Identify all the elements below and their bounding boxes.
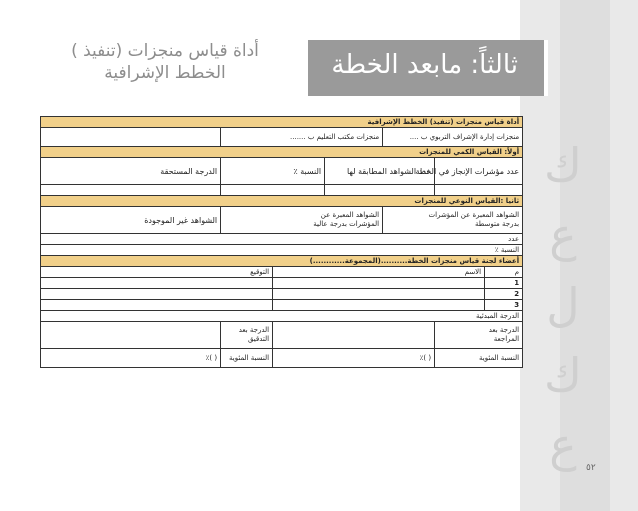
quant-col-indicators: عدد مؤشرات الإنجاز في الخطة <box>435 158 523 185</box>
departments-row <box>41 128 523 147</box>
committee-header: أعضاء لجنة قياس منجزات الخطة..........(المجموعة............) <box>41 256 523 267</box>
committee-row-index: 2 <box>485 289 523 300</box>
quant-value-percent[interactable] <box>221 185 325 196</box>
after-audit-line-1: الدرجة بعد <box>238 326 270 334</box>
qual-col-absent: الشواهد غير الموجودة <box>41 207 221 234</box>
main-header-row <box>41 117 523 128</box>
quant-value-deserved[interactable] <box>41 185 221 196</box>
qual-col-medium <box>383 207 523 234</box>
subtitle-line-1: أداة قياس منجزات (تنفيذ ) <box>71 41 259 61</box>
qual-percent-row <box>41 245 523 256</box>
committee-row-name[interactable] <box>273 300 485 311</box>
after-audit-value[interactable] <box>41 322 221 349</box>
dept-supervision-cell[interactable]: منجزات إدارة الإشراف التربوي ب .... <box>383 128 523 147</box>
quant-col-deserved: الدرجة المستحقة <box>41 158 221 185</box>
qual-count-label: عدد <box>41 234 523 245</box>
committee-row-signature[interactable] <box>41 300 273 311</box>
committee-row-name[interactable] <box>273 278 485 289</box>
tool-subtitle <box>55 40 275 84</box>
committee-header-row <box>41 256 523 267</box>
qual-col-high-line-1: الشواهد المعبرة عن <box>320 211 380 219</box>
decorative-calligraphy-icon: ك ع ل ك ع <box>544 138 582 472</box>
subtitle-line-2: الخطط الإشرافية <box>104 63 226 83</box>
quant-col-percent: النسبة ٪ <box>221 158 325 185</box>
quant-value-matching[interactable] <box>325 185 435 196</box>
qual-count-row <box>41 234 523 245</box>
committee-row-signature[interactable] <box>41 278 273 289</box>
dept-empty-cell[interactable] <box>41 128 221 147</box>
quant-columns-row <box>41 158 523 185</box>
initial-grade-label: الدرجة المبدئية <box>41 311 523 322</box>
percent-ratio-value-1[interactable]: ( )٪ <box>273 349 435 368</box>
committee-row-index: 1 <box>485 278 523 289</box>
qual-col-high <box>221 207 383 234</box>
page-title: ثالثاً: مابعد الخطة <box>331 50 518 80</box>
committee-columns-row <box>41 267 523 278</box>
qual-col-medium-line-2: بدرجة متوسطة <box>474 220 520 228</box>
main-header: أداة قياس منجزات (تنفيذ) الخطط الإشرافية <box>41 117 523 128</box>
measurement-form-table <box>40 116 523 368</box>
after-audit-label <box>221 322 273 349</box>
qual-col-medium-line-1: الشواهد المعبرة عن المؤشرات <box>428 211 520 219</box>
after-review-line-2: المراجعة <box>493 335 520 343</box>
after-review-line-1: الدرجة بعد <box>488 326 520 334</box>
committee-row <box>41 300 523 311</box>
qual-header: ثانيا :القياس النوعي للمنجزات <box>41 196 523 207</box>
committee-row <box>41 289 523 300</box>
after-audit-line-2: التدقيق <box>247 335 270 343</box>
committee-col-index: م <box>485 267 523 278</box>
dept-office-cell[interactable]: منجزات مكتب التعليم ب ....... <box>221 128 383 147</box>
percent-ratio-value-2[interactable]: ( )٪ <box>41 349 221 368</box>
committee-row <box>41 278 523 289</box>
committee-row-name[interactable] <box>273 289 485 300</box>
qual-col-high-line-2: المؤشرات بدرجة عالية <box>313 220 380 228</box>
committee-row-signature[interactable] <box>41 289 273 300</box>
quant-value-indicators[interactable] <box>435 185 523 196</box>
section-title-band <box>308 40 548 96</box>
quant-header: أولاً: القياس الكمي للمنجزات <box>41 147 523 158</box>
review-audit-row <box>41 322 523 349</box>
page-number: ٥٢ <box>586 463 596 473</box>
qual-columns-row <box>41 207 523 234</box>
after-review-label <box>435 322 523 349</box>
percent-ratio-label-1: النسبة المئوية <box>435 349 523 368</box>
initial-grade-row <box>41 311 523 322</box>
committee-row-index: 3 <box>485 300 523 311</box>
percent-ratio-row <box>41 349 523 368</box>
qual-header-row <box>41 196 523 207</box>
quant-header-row <box>41 147 523 158</box>
committee-col-name: الاسم <box>273 267 485 278</box>
after-review-value[interactable] <box>273 322 435 349</box>
percent-ratio-label-2: النسبة المئوية <box>221 349 273 368</box>
quant-col-matching: عدد الشواهد المطابقة لها <box>325 158 435 185</box>
quant-values-row <box>41 185 523 196</box>
qual-percent-label: النسبة ٪ <box>41 245 523 256</box>
committee-col-signature: التوقيع <box>41 267 273 278</box>
